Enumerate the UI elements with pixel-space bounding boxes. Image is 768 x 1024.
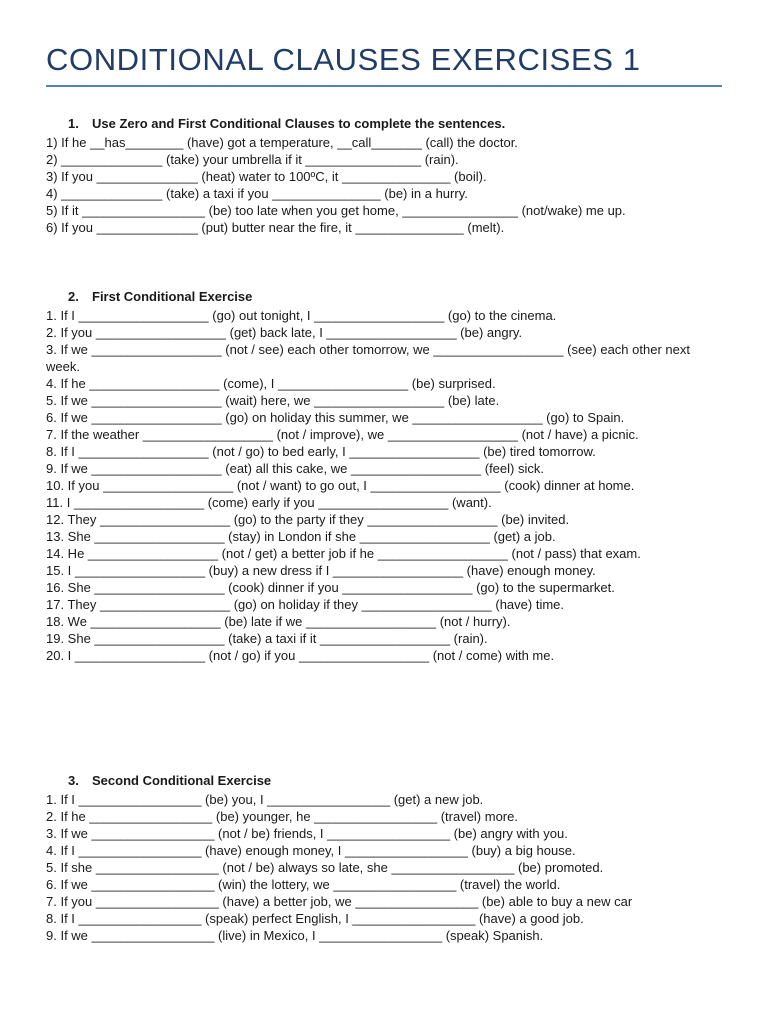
section-number: 2. [68, 289, 79, 304]
exercise-item: 12. They __________________ (go) to the party if they __________________ (be) invited. [46, 512, 570, 527]
exercise-item: 2) ______________ (take) your umbrella if it ________________ (rain). [46, 152, 459, 167]
exercise-item: 3. If we __________________ (not / see) each other tomorrow, we __________________ (see) each other next week. [46, 342, 690, 374]
exercise-item: 6. If we _________________ (win) the lottery, we _________________ (travel) the world. [46, 877, 561, 892]
exercise-item: 6. If we __________________ (go) on holiday this summer, we __________________ (go) to Spain. [46, 410, 625, 425]
exercise-item: 2. If you __________________ (get) back late, I __________________ (be) angry. [46, 325, 523, 340]
exercise-item: 4. If I _________________ (have) enough money, I _________________ (buy) a big house. [46, 843, 576, 858]
exercise-item: 8. If I __________________ (not / go) to bed early, I __________________ (be) tired tomorrow. [46, 444, 596, 459]
exercise-item: 18. We __________________ (be) late if we __________________ (not / hurry). [46, 614, 511, 629]
exercise-item: 1. If I _________________ (be) you, I _________________ (get) a new job. [46, 792, 484, 807]
section-second-conditional [46, 773, 722, 944]
exercise-item: 19. She __________________ (take) a taxi if it __________________ (rain). [46, 631, 488, 646]
exercise-item: 3. If we _________________ (not / be) friends, I _________________ (be) angry with you. [46, 826, 568, 841]
exercise-item: 5. If we __________________ (wait) here, we __________________ (be) late. [46, 393, 500, 408]
section-number: 3. [68, 773, 79, 788]
exercise-item: 7. If you _________________ (have) a better job, we _________________ (be) able to buy a new car [46, 894, 633, 909]
section-heading [46, 116, 722, 132]
exercise-item: 15. I __________________ (buy) a new dress if I __________________ (have) enough money. [46, 563, 596, 578]
exercise-item: 9. If we __________________ (eat) all this cake, we __________________ (feel) sick. [46, 461, 544, 476]
exercise-item: 7. If the weather __________________ (not / improve), we __________________ (not / have) a picnic. [46, 427, 639, 442]
exercise-item: 1. If I __________________ (go) out tonight, I __________________ (go) to the cinema. [46, 308, 557, 323]
title-underline [46, 85, 722, 87]
exercise-item: 5) If it _________________ (be) too late when you get home, ________________ (not/wake) me up. [46, 203, 626, 218]
exercise-item: 1) If he __has________ (have) got a temperature, __call_______ (call) the doctor. [46, 135, 518, 150]
page-title: CONDITIONAL CLAUSES EXERCISES 1 [46, 42, 641, 77]
section-zero-first-conditional [46, 116, 722, 236]
exercise-item: 11. I __________________ (come) early if you __________________ (want). [46, 495, 492, 510]
section-heading-text: Use Zero and First Conditional Clauses to complete the sentences. [92, 116, 506, 131]
exercise-item: 2. If he _________________ (be) younger, he _________________ (travel) more. [46, 809, 518, 824]
section-number: 1. [68, 116, 79, 131]
exercise-item: 13. She __________________ (stay) in London if she __________________ (get) a job. [46, 529, 556, 544]
exercise-item: 5. If she _________________ (not / be) always so late, she _________________ (be) promoted. [46, 860, 604, 875]
exercise-item: 20. I __________________ (not / go) if you __________________ (not / come) with me. [46, 648, 555, 663]
section-heading [46, 289, 722, 305]
exercise-item: 9. If we _________________ (live) in Mexico, I _________________ (speak) Spanish. [46, 928, 544, 943]
exercise-item: 16. She __________________ (cook) dinner if you __________________ (go) to the supermarket. [46, 580, 615, 595]
section-first-conditional [46, 289, 722, 664]
exercise-item: 4. If he __________________ (come), I __________________ (be) surprised. [46, 376, 496, 391]
exercise-item: 17. They __________________ (go) on holiday if they __________________ (have) time. [46, 597, 565, 612]
exercise-item: 14. He __________________ (not / get) a better job if he __________________ (not / pass) that exam. [46, 546, 641, 561]
exercise-item: 4) ______________ (take) a taxi if you _______________ (be) in a hurry. [46, 186, 468, 201]
section-heading [46, 773, 722, 789]
section-heading-text: First Conditional Exercise [92, 289, 253, 304]
exercise-item: 6) If you ______________ (put) butter near the fire, it _______________ (melt). [46, 220, 505, 235]
exercise-item: 3) If you ______________ (heat) water to 100ºC, it _______________ (boil). [46, 169, 487, 184]
exercise-item: 10. If you __________________ (not / want) to go out, I __________________ (cook) dinner at home. [46, 478, 635, 493]
section-heading-text: Second Conditional Exercise [92, 773, 272, 788]
exercise-item: 8. If I _________________ (speak) perfect English, I _________________ (have) a good job. [46, 911, 584, 926]
